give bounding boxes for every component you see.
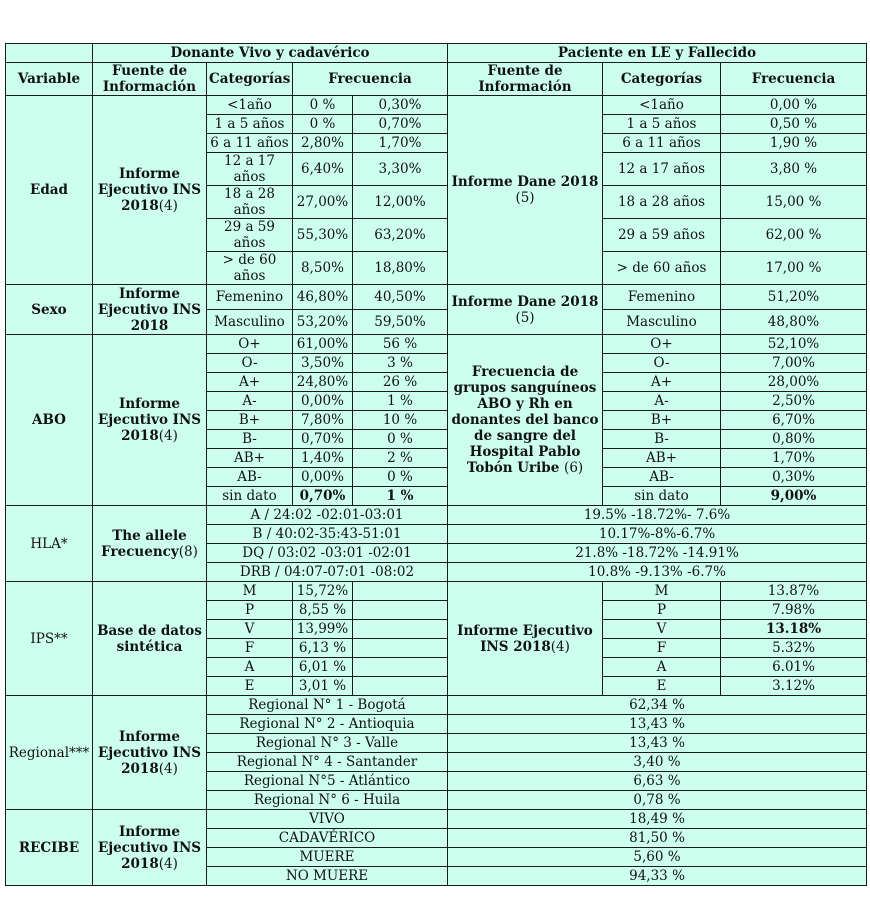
frequency-cell: 0,00% [293,468,353,487]
variable-edad: Edad [6,96,93,285]
category-cell: DRB / 04:07-07:01 -08:02 [207,563,448,582]
frequency-cell: 24,80% [293,373,353,392]
frequency-cell: 3,30% [353,153,448,186]
frequency-cell: 0,70% [353,115,448,134]
frequency-cell: 15,00 % [721,186,867,219]
header-frecuencia-2: Frecuencia [721,63,867,96]
category-cell: B- [207,430,293,449]
value-cell: 18,49 % [448,810,867,829]
frequency-cell: 46,80% [293,285,353,310]
frequency-cell: 10 % [353,411,448,430]
category-cell: AB+ [207,449,293,468]
source-sexo-2: Informe Dane 2018 (5) [448,285,603,335]
frequency-cell: 3 % [353,354,448,373]
category-cell: sin dato [207,487,293,506]
category-cell: E [207,677,293,696]
frequency-cell: 52,10% [721,335,867,354]
frequency-cell: 1,40% [293,449,353,468]
frequency-cell: 53,20% [293,310,353,335]
header-categorias-2: Categorías [603,63,721,96]
frequency-cell: 56 % [353,335,448,354]
frequency-cell: 2 % [353,449,448,468]
source-abo-1: Informe Ejecutivo INS 2018(4) [93,335,207,506]
frequency-cell: 2,50% [721,392,867,411]
header-categorias-1: Categorías [207,63,293,96]
category-cell: Regional N° 1 - Bogotá [207,696,448,715]
category-cell: 6 a 11 años [207,134,293,153]
category-cell: B+ [603,411,721,430]
table-row [6,506,867,525]
variable-recibe: RECIBE [6,810,93,886]
frequency-cell: 48,80% [721,310,867,335]
empty-cell [353,677,448,696]
category-cell: 12 a 17 años [207,153,293,186]
empty-cell [353,658,448,677]
category-cell: Masculino [603,310,721,335]
category-cell: P [207,601,293,620]
value-cell: 0,78 % [448,791,867,810]
frequency-cell: 17,00 % [721,252,867,285]
frequency-cell: 12,00% [353,186,448,219]
frequency-cell: 1,70% [721,449,867,468]
frequency-cell: 7,00% [721,354,867,373]
header-fuente-1: Fuente de Información [93,63,207,96]
category-cell: B- [603,430,721,449]
table-row [6,335,867,354]
category-cell: DQ / 03:02 -03:01 -02:01 [207,544,448,563]
header-frecuencia-1: Frecuencia [293,63,448,96]
category-cell: AB+ [603,449,721,468]
variable-ips: IPS** [6,582,93,696]
category-cell: B+ [207,411,293,430]
variable-abo: ABO [6,335,93,506]
source-edad-2: Informe Dane 2018 (5) [448,96,603,285]
header-blank [6,44,93,63]
frequency-cell: 13.87% [721,582,867,601]
empty-cell [353,620,448,639]
table-row [6,696,867,715]
frequency-cell: 7,80% [293,411,353,430]
category-cell: V [207,620,293,639]
source-sexo-1: Informe Ejecutivo INS 2018 [93,285,207,335]
value-cell: 10.8% -9.13% -6.7% [448,563,867,582]
frequency-cell: 0,70% [293,487,353,506]
category-cell: 1 a 5 años [603,115,721,134]
category-cell: Regional N° 4 - Santander [207,753,448,772]
frequency-cell: 6.01% [721,658,867,677]
table-row [6,96,867,115]
category-cell: M [207,582,293,601]
source-ips-1: Base de datos sintética [93,582,207,696]
header-row-columns [6,63,867,96]
category-cell: M [603,582,721,601]
category-cell: B / 40:02-35:43-51:01 [207,525,448,544]
category-cell: <1año [603,96,721,115]
source-hla-1: The allele Frecuency(8) [93,506,207,582]
category-cell: O- [603,354,721,373]
category-cell: 1 a 5 años [207,115,293,134]
category-cell: E [603,677,721,696]
frequency-cell: 13.18% [721,620,867,639]
value-cell: 5,60 % [448,848,867,867]
value-cell: 3,40 % [448,753,867,772]
value-cell: 13,43 % [448,734,867,753]
variable-hla: HLA* [6,506,93,582]
category-cell: 12 a 17 años [603,153,721,186]
variable-sexo: Sexo [6,285,93,335]
frequency-cell: 6,70% [721,411,867,430]
frequency-cell: 0,50 % [721,115,867,134]
category-cell: > de 60 años [207,252,293,285]
value-cell: 21.8% -18.72% -14.91% [448,544,867,563]
category-cell: sin dato [603,487,721,506]
category-cell: CADAVÉRICO [207,829,448,848]
frequency-cell: 63,20% [353,219,448,252]
category-cell: 29 a 59 años [207,219,293,252]
frequency-cell: 5.32% [721,639,867,658]
frequency-table [5,43,867,886]
category-cell: 18 a 28 años [207,186,293,219]
frequency-cell: 26 % [353,373,448,392]
frequency-cell: 1,70% [353,134,448,153]
category-cell: A+ [603,373,721,392]
frequency-cell: 0,30% [353,96,448,115]
header-fuente-2: Fuente de Información [448,63,603,96]
category-cell: 6 a 11 años [603,134,721,153]
frequency-cell: 8,55 % [293,601,353,620]
header-group-donante: Donante Vivo y cadavérico [93,44,448,63]
source-edad-1: Informe Ejecutivo INS 2018(4) [93,96,207,285]
category-cell: AB- [603,468,721,487]
frequency-cell: 0 % [293,115,353,134]
category-cell: > de 60 años [603,252,721,285]
empty-cell [353,582,448,601]
table-row [6,582,867,601]
empty-cell [353,639,448,658]
frequency-cell: 6,13 % [293,639,353,658]
category-cell: VIVO [207,810,448,829]
value-cell: 19.5% -18.72%- 7.6% [448,506,867,525]
frequency-cell: 40,50% [353,285,448,310]
frequency-cell: 55,30% [293,219,353,252]
frequency-cell: 27,00% [293,186,353,219]
frequency-cell: 0 % [293,96,353,115]
category-cell: MUERE [207,848,448,867]
category-cell: A [207,658,293,677]
frequency-cell: 18,80% [353,252,448,285]
frequency-cell: 3,01 % [293,677,353,696]
category-cell: O- [207,354,293,373]
header-group-paciente: Paciente en LE y Fallecido [448,44,867,63]
frequency-cell: 3,80 % [721,153,867,186]
category-cell: Femenino [207,285,293,310]
frequency-cell: 1 % [353,392,448,411]
category-cell: Masculino [207,310,293,335]
frequency-cell: 0,00 % [721,96,867,115]
category-cell: A [603,658,721,677]
frequency-cell: 0 % [353,430,448,449]
frequency-cell: 6,40% [293,153,353,186]
frequency-cell: 0,70% [293,430,353,449]
frequency-cell: 13,99% [293,620,353,639]
source-recibe-1: Informe Ejecutivo INS 2018(4) [93,810,207,886]
category-cell: O+ [207,335,293,354]
frequency-cell: 3.12% [721,677,867,696]
table-row [6,810,867,829]
frequency-cell: 0,80% [721,430,867,449]
frequency-cell: 1 % [353,487,448,506]
frequency-cell: 28,00% [721,373,867,392]
category-cell: 29 a 59 años [603,219,721,252]
frequency-cell: 1,90 % [721,134,867,153]
frequency-cell: 6,01 % [293,658,353,677]
frequency-cell: 62,00 % [721,219,867,252]
value-cell: 13,43 % [448,715,867,734]
category-cell: <1año [207,96,293,115]
category-cell: NO MUERE [207,867,448,886]
frequency-cell: 9,00% [721,487,867,506]
header-row-groups [6,44,867,63]
category-cell: F [603,639,721,658]
frequency-cell: 61,00% [293,335,353,354]
frequency-cell: 15,72% [293,582,353,601]
table-row [6,285,867,310]
frequency-cell: 8,50% [293,252,353,285]
source-regional-1: Informe Ejecutivo INS 2018(4) [93,696,207,810]
source-ips-2: Informe Ejecutivo INS 2018(4) [448,582,603,696]
category-cell: Regional N° 2 - Antioquia [207,715,448,734]
header-variable: Variable [6,63,93,96]
frequency-cell: 0 % [353,468,448,487]
category-cell: A- [603,392,721,411]
value-cell: 81,50 % [448,829,867,848]
frequency-cell: 3,50% [293,354,353,373]
frequency-cell: 59,50% [353,310,448,335]
category-cell: V [603,620,721,639]
category-cell: F [207,639,293,658]
category-cell: Regional N°5 - Atlántico [207,772,448,791]
category-cell: A+ [207,373,293,392]
category-cell: AB- [207,468,293,487]
frequency-cell: 0,30% [721,468,867,487]
variable-regional: Regional*** [6,696,93,810]
category-cell: A- [207,392,293,411]
category-cell: O+ [603,335,721,354]
value-cell: 10.17%-8%-6.7% [448,525,867,544]
value-cell: 62,34 % [448,696,867,715]
frequency-cell: 51,20% [721,285,867,310]
frequency-cell: 7.98% [721,601,867,620]
value-cell: 6,63 % [448,772,867,791]
value-cell: 94,33 % [448,867,867,886]
frequency-cell: 2,80% [293,134,353,153]
category-cell: P [603,601,721,620]
category-cell: Regional N° 3 - Valle [207,734,448,753]
category-cell: Regional N° 6 - Huila [207,791,448,810]
category-cell: A / 24:02 -02:01-03:01 [207,506,448,525]
source-abo-2: Frecuencia de grupos sanguíneos ABO y Rh en donantes del banco de sangre del Hospital Pablo Tobón Uribe (6) [448,335,603,506]
frequency-cell: 0,00% [293,392,353,411]
empty-cell [353,601,448,620]
category-cell: 18 a 28 años [603,186,721,219]
category-cell: Femenino [603,285,721,310]
